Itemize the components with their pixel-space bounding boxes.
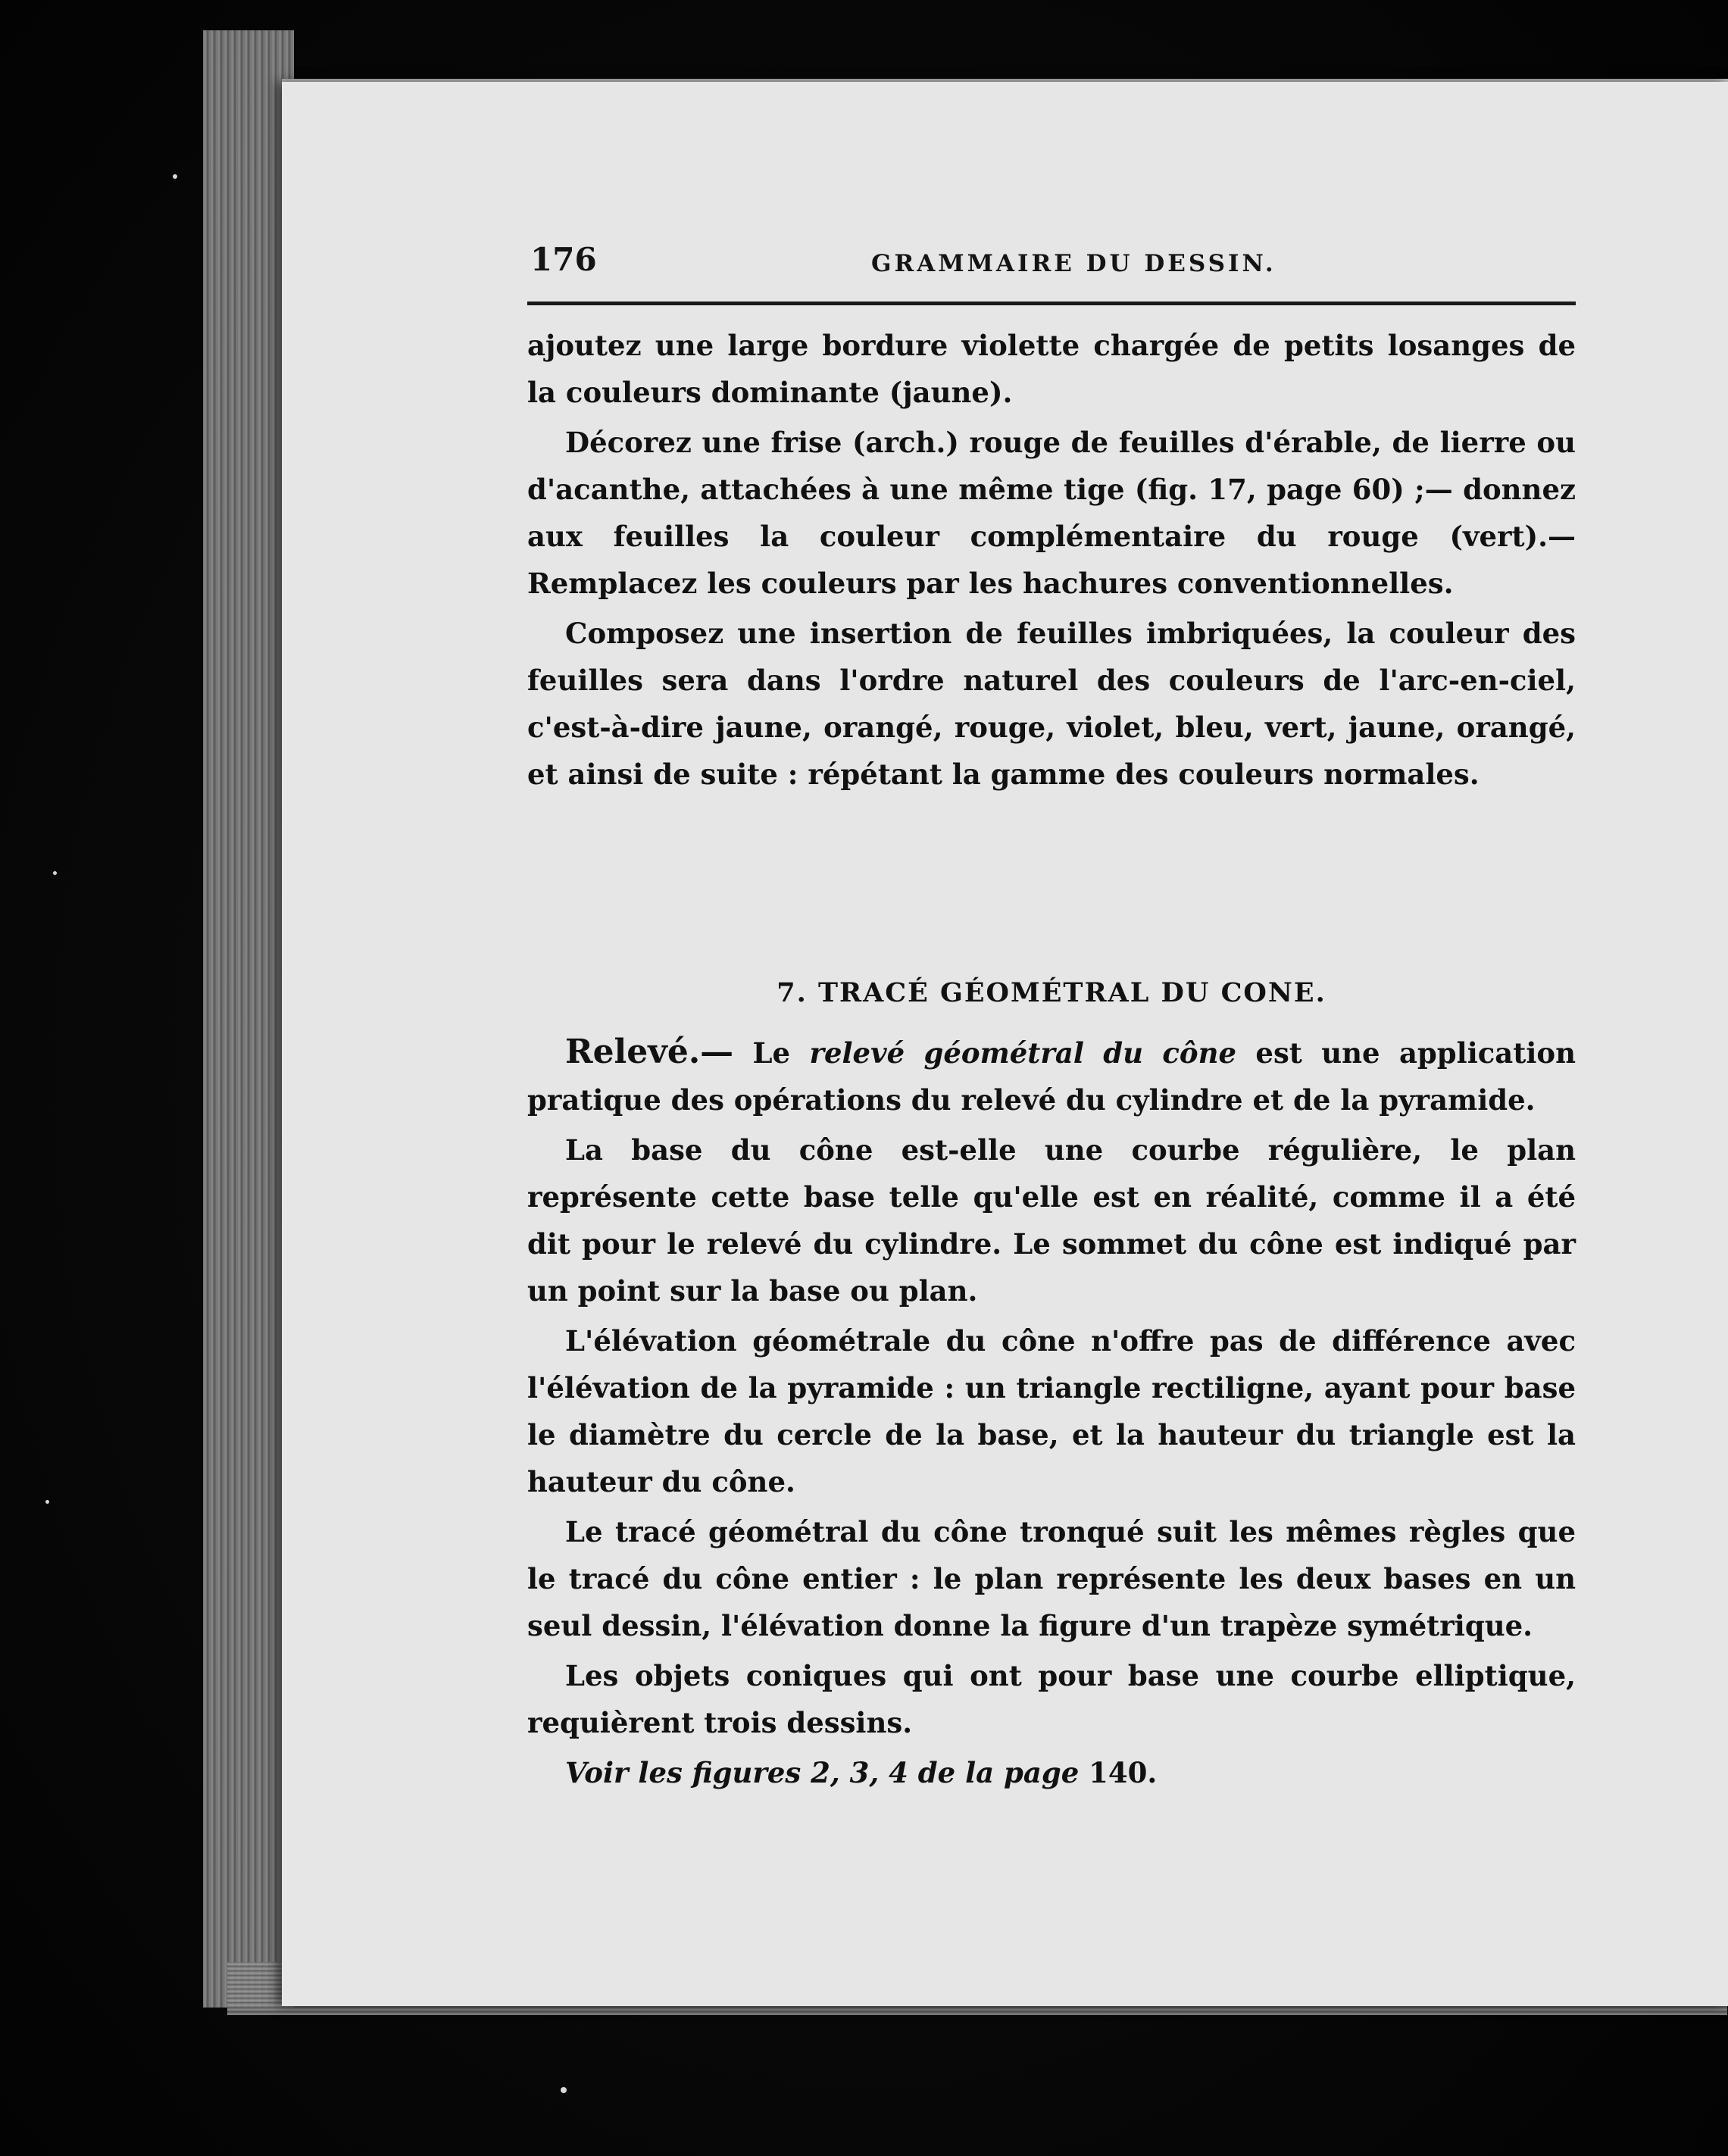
- scan-speck: [173, 174, 177, 179]
- book-page-edges: [203, 30, 294, 2008]
- paragraph-continued: ajoutez une large bordure violette chargée de petits losanges de la couleurs dominante (jaune).: [527, 329, 1576, 409]
- top-text-block: [527, 322, 1576, 798]
- emphasized-term: relevé géométral du cône: [809, 1036, 1237, 1070]
- header-rule: [527, 302, 1576, 305]
- paragraph-releve-rest: est une application pratique des opérations du relevé du cylindre et de la pyramide.: [527, 1036, 1576, 1117]
- section-text-block: [527, 1029, 1576, 1796]
- paragraph-base: La base du cône est-elle une courbe régulière, le plan représente cette base telle qu'elle est en réalité, comme il a été dit pour le relevé du cylindre. Le sommet du cône est indiqué par un point sur la base ou plan.: [527, 1133, 1576, 1308]
- figure-reference: [527, 1749, 1576, 1796]
- figure-reference-page: 140.: [1089, 1756, 1158, 1789]
- scan-speck: [45, 1500, 49, 1504]
- paragraph-cone-tronque: Le tracé géométral du cône tronqué suit les mêmes règles que le tracé du cône entier : le plan représente les deux bases en un seul dessin, l'élévation donne la figure d'un trapèze symétrique.: [527, 1515, 1576, 1642]
- scan-speck: [561, 2087, 567, 2093]
- figure-reference-text: Voir les figures 2, 3, 4 de la page: [565, 1756, 1080, 1789]
- run-in-heading: Relevé.—: [565, 1033, 734, 1071]
- paragraph-frise: Décorez une frise (arch.) rouge de feuilles d'érable, de lierre ou d'acanthe, attachées à une même tige (fig. 17, page 60) ;— donnez aux feuilles la couleur complémentaire du rouge (vert).— Remplacez les couleurs par les hachures conventionnelles.: [527, 426, 1576, 600]
- running-head: [530, 241, 1591, 286]
- paragraph-elevation: L'élévation géométrale du cône n'offre pas de différence avec l'élévation de la pyramide : un triangle rectiligne, ayant pour base le diamètre du cercle de la base, et la hauteur du triangle est la hauteur du cône.: [527, 1324, 1576, 1498]
- page-number: 176: [530, 241, 597, 278]
- paragraph-releve: [527, 1029, 1576, 1123]
- scan-speck: [53, 871, 57, 875]
- lead-word: Le: [752, 1036, 791, 1070]
- paragraph-objets-coniques: Les objets coniques qui ont pour base une courbe elliptique, requièrent trois dessins.: [527, 1659, 1576, 1739]
- running-title: GRAMMAIRE DU DESSIN.: [871, 250, 1276, 277]
- paragraph-insertion: Composez une insertion de feuilles imbriquées, la couleur des feuilles sera dans l'ordre naturel des couleurs de l'arc-en-ciel, c'est-à-dire jaune, orangé, rouge, violet, bleu, vert, jaune, orangé, et ainsi de suite : répétant la gamme des couleurs normales.: [527, 617, 1576, 791]
- section-heading: 7. TRACÉ GÉOMÉTRAL DU CONE.: [777, 977, 1326, 1008]
